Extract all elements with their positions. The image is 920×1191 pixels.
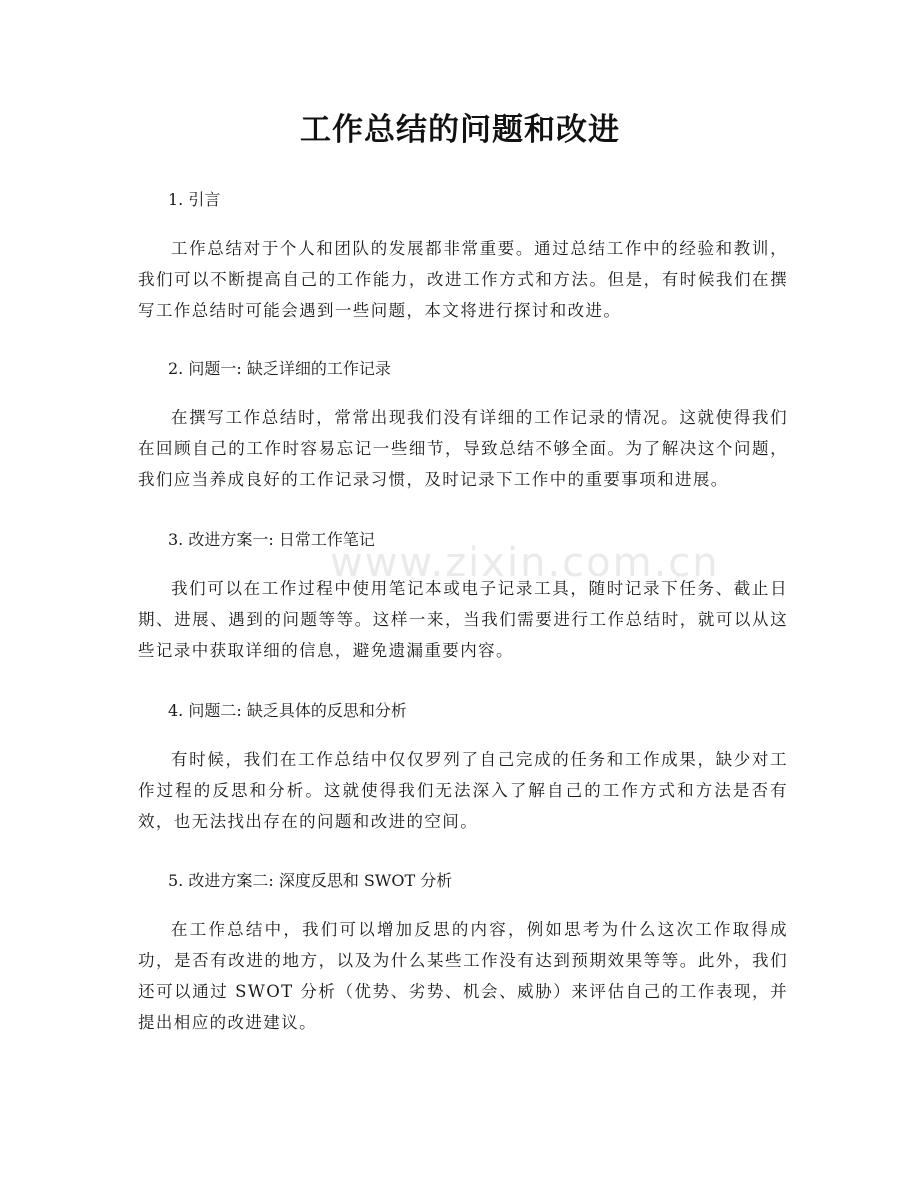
section-body-intro: 工作总结对于个人和团队的发展都非常重要。通过总结工作中的经验和教训，我们可以不断提高自己的工作能力，改进工作方式和方法。但是，有时候我们在撰写工作总结时可能会遇到一些问题，本文将进行探讨和改进。	[138, 239, 788, 320]
section-heading-intro: 1. 引言	[168, 190, 221, 209]
page-title: 工作总结的问题和改进	[300, 112, 620, 148]
section-body-solution-2: 在工作总结中，我们可以增加反思的内容，例如思考为什么这次工作取得成功，是否有改进的地方，以及为什么某些工作没有达到预期效果等等。此外，我们还可以通过 SWOT 分析（优势、劣势、机会、威胁）来评估自己的工作表现，并提出相应的改进建议。	[138, 920, 788, 1032]
watermark: www.zixin.com.cn	[330, 540, 720, 586]
section-body-problem-1: 在撰写工作总结时，常常出现我们没有详细的工作记录的情况。这就使得我们在回顾自己的工作时容易忘记一些细节，导致总结不够全面。为了解决这个问题，我们应当养成良好的工作记录习惯，及时记录下工作中的重要事项和进展。	[138, 408, 788, 489]
section-heading-problem-2: 4. 问题二: 缺乏具体的反思和分析	[168, 701, 407, 720]
section-heading-solution-2: 5. 改进方案二: 深度反思和 SWOT 分析	[168, 871, 453, 890]
section-heading-problem-1: 2. 问题一: 缺乏详细的工作记录	[168, 359, 391, 378]
section-heading-solution-1: 3. 改进方案一: 日常工作笔记	[168, 530, 375, 549]
section-body-solution-1: 我们可以在工作过程中使用笔记本或电子记录工具，随时记录下任务、截止日期、进展、遇到的问题等等。这样一来，当我们需要进行工作总结时，就可以从这些记录中获取详细的信息，避免遗漏重要内容。	[138, 579, 788, 660]
section-body-problem-2: 有时候，我们在工作总结中仅仅罗列了自己完成的任务和工作成果，缺少对工作过程的反思和分析。这就使得我们无法深入了解自己的工作方式和方法是否有效，也无法找出存在的问题和改进的空间。	[138, 750, 788, 831]
